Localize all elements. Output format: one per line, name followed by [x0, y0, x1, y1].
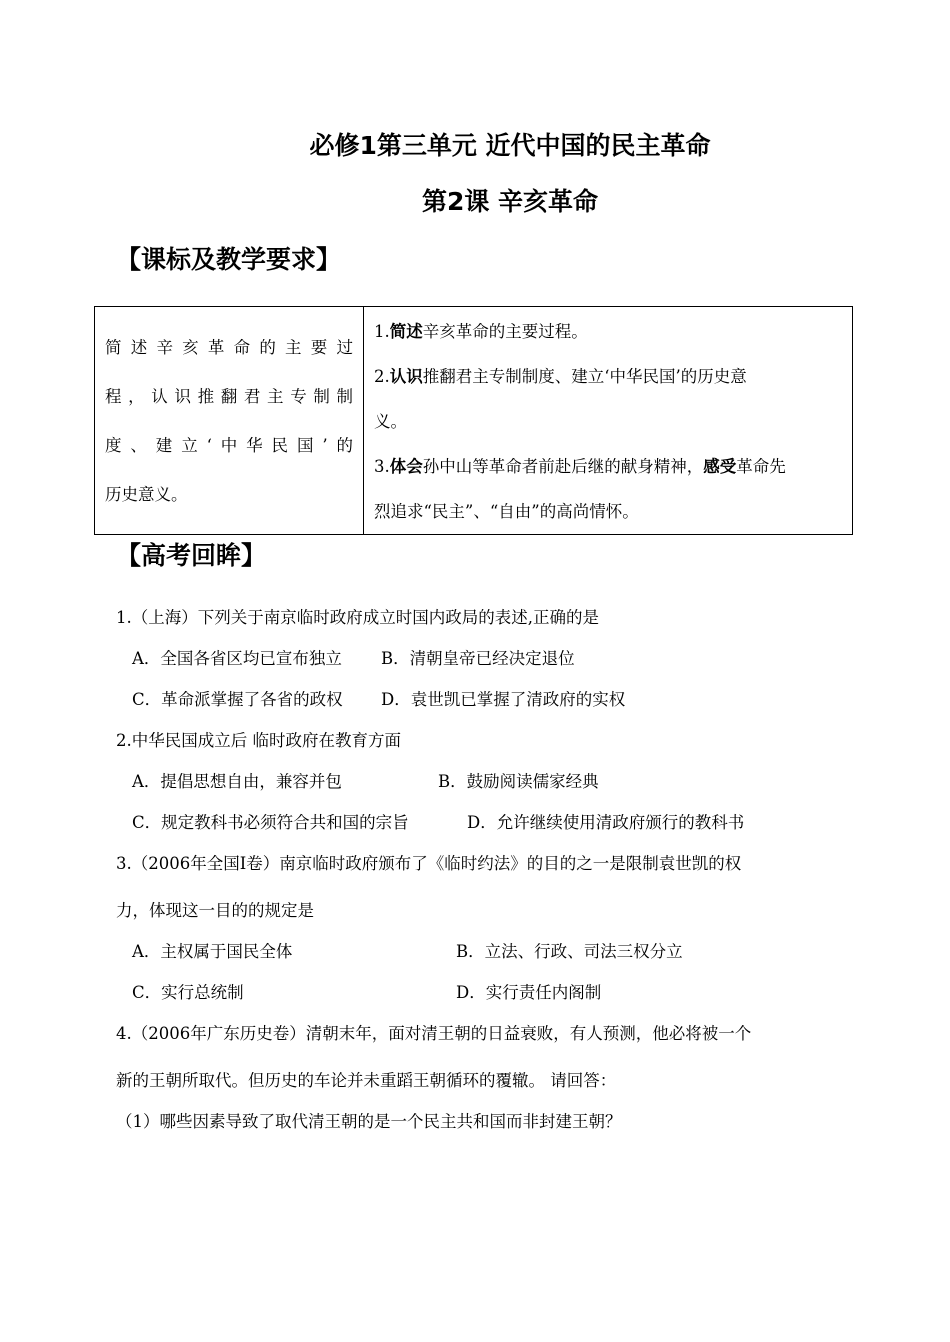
question-3-stem: 3.（2006年全国Ⅰ卷）南京临时政府颁布了《临时约法》的目的之一是限制袁世凯的权	[116, 854, 742, 873]
question-4-stem: 4.（2006年广东历史卷）清朝末年，面对清王朝的日益衰败，有人预测，他必将被一个	[116, 1024, 752, 1043]
standards-summary-cell	[95, 307, 364, 535]
keyword: 简述	[389, 322, 423, 341]
keyword: 认识	[389, 367, 423, 386]
section-heading-review: 【高考回眸】	[116, 541, 267, 570]
question-3-option-b: B．立法、行政、司法三权分立	[456, 942, 683, 961]
question-3-option-a: A．主权属于国民全体	[132, 942, 293, 961]
summary-line: 度、建立‘中华民国’的	[105, 436, 353, 455]
standards-table	[94, 306, 853, 535]
summary-line: 历史意义。	[105, 485, 188, 504]
keyword: 体会	[389, 457, 423, 476]
question-3-option-c: C．实行总统制	[132, 983, 244, 1002]
question-2-option-a: A．提倡思想自由，兼容并包	[132, 772, 342, 791]
requirement-3: 3.体会孙中山等革命者前赴后继的献身精神，感受革命先 烈追求“民主”、“自由”的高尚情怀。	[374, 457, 786, 521]
question-1-option-b: B．清朝皇帝已经决定退位	[381, 649, 575, 668]
summary-line: 程，认识推翻君主专制制	[105, 387, 353, 406]
question-1-option-c: C．革命派掌握了各省的政权	[132, 690, 343, 709]
question-1-option-d: D．袁世凯已掌握了清政府的实权	[381, 690, 626, 709]
question-3-option-d: D．实行责任内阁制	[456, 983, 602, 1002]
question-2-option-d: D．允许继续使用清政府颁行的教科书	[467, 813, 745, 832]
question-4-subquestion-1: （1）哪些因素导致了取代清王朝的是一个民主共和国而非封建王朝？	[116, 1112, 622, 1131]
requirement-2: 2.认识推翻君主专制制度、建立‘中华民国’的历史意 义。	[374, 367, 747, 431]
section-heading-standards: 【课标及教学要求】	[116, 245, 342, 274]
question-3-stem-cont: 力，体现这一目的的规定是	[116, 901, 314, 920]
question-2-option-b: B．鼓励阅读儒家经典	[438, 772, 599, 791]
question-1-option-a: A．全国各省区均已宣布独立	[132, 649, 342, 668]
requirement-1: 1.简述辛亥革命的主要过程。	[374, 322, 588, 341]
question-2-stem: 2.中华民国成立后 临时政府在教育方面	[116, 731, 401, 750]
document-title: 必修1第三单元 近代中国的民主革命	[309, 131, 711, 160]
summary-line: 简述辛亥革命的主要过	[105, 338, 353, 357]
teaching-requirements-cell	[364, 307, 853, 535]
question-4-stem-cont: 新的王朝所取代。但历史的车论并未重蹈王朝循环的覆辙。 请回答：	[116, 1071, 617, 1090]
keyword: 感受	[703, 457, 737, 476]
question-2-option-c: C．规定教科书必须符合共和国的宗旨	[132, 813, 409, 832]
lesson-title: 第2课 辛亥革命	[421, 187, 599, 216]
question-1-stem: 1.（上海）下列关于南京临时政府成立时国内政局的表述,正确的是	[116, 608, 599, 627]
